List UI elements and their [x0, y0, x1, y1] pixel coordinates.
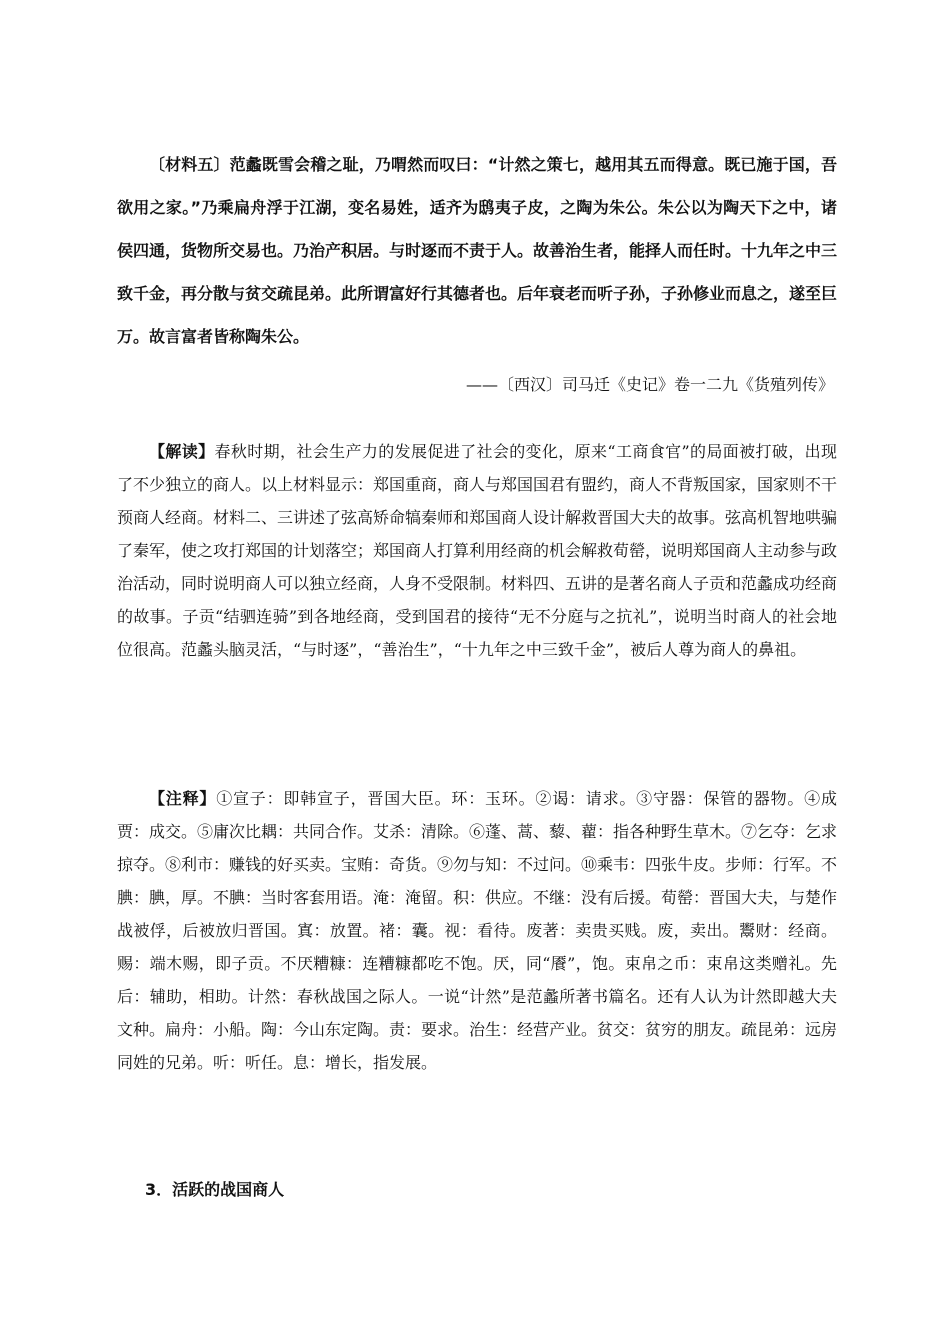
reading-paragraph: [117, 435, 837, 666]
notes-text: ①宣子：即韩宣子，晋国大臣。环：玉环。②谒：请求。③守器：保管的器物。④成贾：成交。⑤庸次比耦：共同合作。艾杀：清除。⑥蓬、蒿、藜、藋：指各种野生草木。⑦乞夺：乞求掠夺。⑧利市：赚钱的好买卖。宝贿：奇货。⑨勿与知：不过问。⑩乘韦：四张牛皮。步师：行军。不腆：腆，厚。不腆：当时客套用语。淹：淹留。积：供应。不继：没有后援。荀罃：晋国大夫，与楚作战被俘，后被放归晋国。寘：放置。褚：囊。视：看待。废著：卖贵买贱。废，卖出。鬻财：经商。赐：端木赐，即子贡。不厌糟糠：连糟糠都吃不饱。厌，同“餍”，饱。束帛之币：束帛这类赠礼。先后：辅助，相助。计然：春秋战国之际人。一说“计然”是范蠡所著书篇名。还有人认为计然即越大夫文种。扁舟：小船。陶：今山东定陶。责：要求。治生：经营产业。贫交：贫穷的朋友。疏昆弟：远房同姓的兄弟。听：听任。息：增长，指发展。: [117, 789, 838, 1072]
reading-text: 春秋时期，社会生产力的发展促进了社会的变化，原来“工商食官”的局面被打破，出现了不少独立的商人。以上材料显示：郑国重商，商人与郑国国君有盟约，商人不背叛国家，国家则不干预商人经商。材料二、三讲述了弦高矫命犒秦师和郑国商人设计解救晋国大夫的故事。弦高机智地哄骗了秦军，使之攻打郑国的计划落空；郑国商人打算利用经商的机会解救荀罃，说明郑国商人主动参与政治活动，同时说明商人可以独立经商，人身不受限制。材料四、五讲的是著名商人子贡和范蠡成功经商的故事。子贡“结驷连骑”到各地经商，受到国君的接待“无不分庭与之抗礼”，说明当时商人的社会地位很高。范蠡头脑灵活，“与时逐”，“善治生”，“十九年之中三致千金”，被后人尊为商人的鼻祖。: [117, 442, 838, 659]
material-five-paragraph: 〔材料五〕范蠡既雪会稽之耻，乃喟然而叹曰：“计然之策七，越用其五而得意。既已施于国，吾欲用之家。”乃乘扁舟浮于江湖，变名易姓，适齐为鸱夷子皮，之陶为朱公。朱公以为陶天下之中，诸侯四通，货物所交易也。乃治产积居。与时逐而不责于人。故善治生者，能择人而任时。十九年之中三致千金，再分散与贫交疏昆弟。此所谓富好行其德者也。后年衰老而听子孙，子孙修业而息之，遂至巨万。故言富者皆称陶朱公。: [117, 155, 838, 346]
reading-label: 【解读】: [149, 442, 215, 461]
material-five-source: ——〔西汉〕司马迁《史记》卷一二九《货殖列传》: [465, 375, 834, 394]
section-heading: 3．活跃的战国商人: [145, 1180, 285, 1199]
notes-paragraph: [117, 782, 837, 1079]
notes-label: 【注释】: [149, 789, 217, 808]
